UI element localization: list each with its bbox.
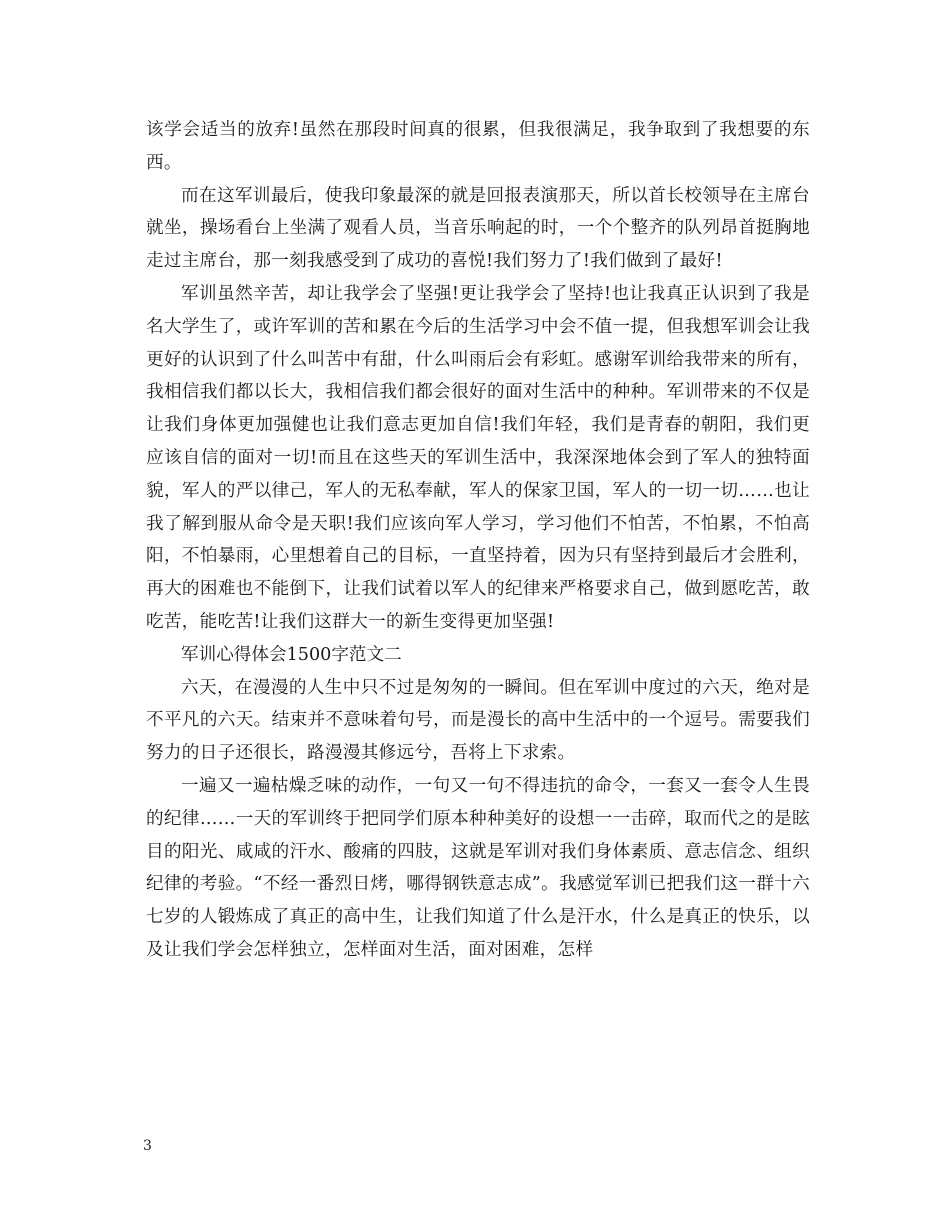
paragraph-3: 军训虽然辛苦，却让我学会了坚强!更让我学会了坚持!也让我真正认识到了我是名大学生了，或许军训的苦和累在今后的生活学习中会不值一提，但我想军训会让我更好的认识到了什么叫苦中有甜，什么叫雨后会有彩虹。感谢军训给我带来的所有，我相信我们都以长大，我相信我们都会很好的面对生活中的种种。军训带来的不仅是让我们身体更加强健也让我们意志更加自信!我们年轻，我们是青春的朝阳，我们更应该自信的面对一切!而且在这些天的军训生活中，我深深地体会到了军人的独特面貌，军人的严以律己，军人的无私奉献，军人的保家卫国，军人的一切一切……也让我了解到服从命令是天职!我们应该向军人学习，学习他们不怕苦，不怕累，不怕高阳，不怕暴雨，心里想着自己的目标，一直坚持着，因为只有坚持到最后才会胜利，再大的困难也不能倒下，让我们试着以军人的纪律来严格要求自己，做到愿吃苦，敢吃苦，能吃苦!让我们这群大一的新生变得更加坚强!: [146, 283, 810, 632]
paragraph-5: 一遍又一遍枯燥乏味的动作，一句又一句不得违抗的命令，一套又一套令人生畏的纪律……一天的军训终于把同学们原本种种美好的设想一一击碎，取而代之的是眩目的阳光、咸咸的汗水、酸痛的四肢，这就是军训对我们身体素质、意志信念、组织纪律的考验。“不经一番烈日烤，哪得钢铁意志成”。我感觉军训已把我们这一群十六七岁的人锻炼成了真正的高中生，让我们知道了什么是汗水，什么是真正的快乐，以及让我们学会怎样独立，怎样面对生活，面对困难，怎样: [146, 775, 810, 960]
paragraph-1: 该学会适当的放弃!虽然在那段时间真的很累，但我很满足，我争取到了我想要的东西。: [146, 120, 810, 173]
section-heading: 军训心得体会1500字范文二: [181, 644, 402, 665]
document-body: [146, 114, 810, 967]
paragraph-2: 而在这军训最后，使我印象最深的就是回报表演那天，所以首长校领导在主席台就坐，操场看台上坐满了观看人员，当音乐响起的时，一个个整齐的队列昂首挺胸地走过主席台，那一刻我感受到了成功的喜悦!我们努力了!我们做到了最好!: [146, 185, 810, 272]
page-number: 3: [143, 1138, 152, 1154]
paragraph-4: 六天，在漫漫的人生中只不过是匆匆的一瞬间。但在军训中度过的六天，绝对是不平凡的六天。结束并不意味着句号，而是漫长的高中生活中的一个逗号。需要我们努力的日子还很长，路漫漫其修远兮，吾将上下求索。: [146, 677, 810, 764]
